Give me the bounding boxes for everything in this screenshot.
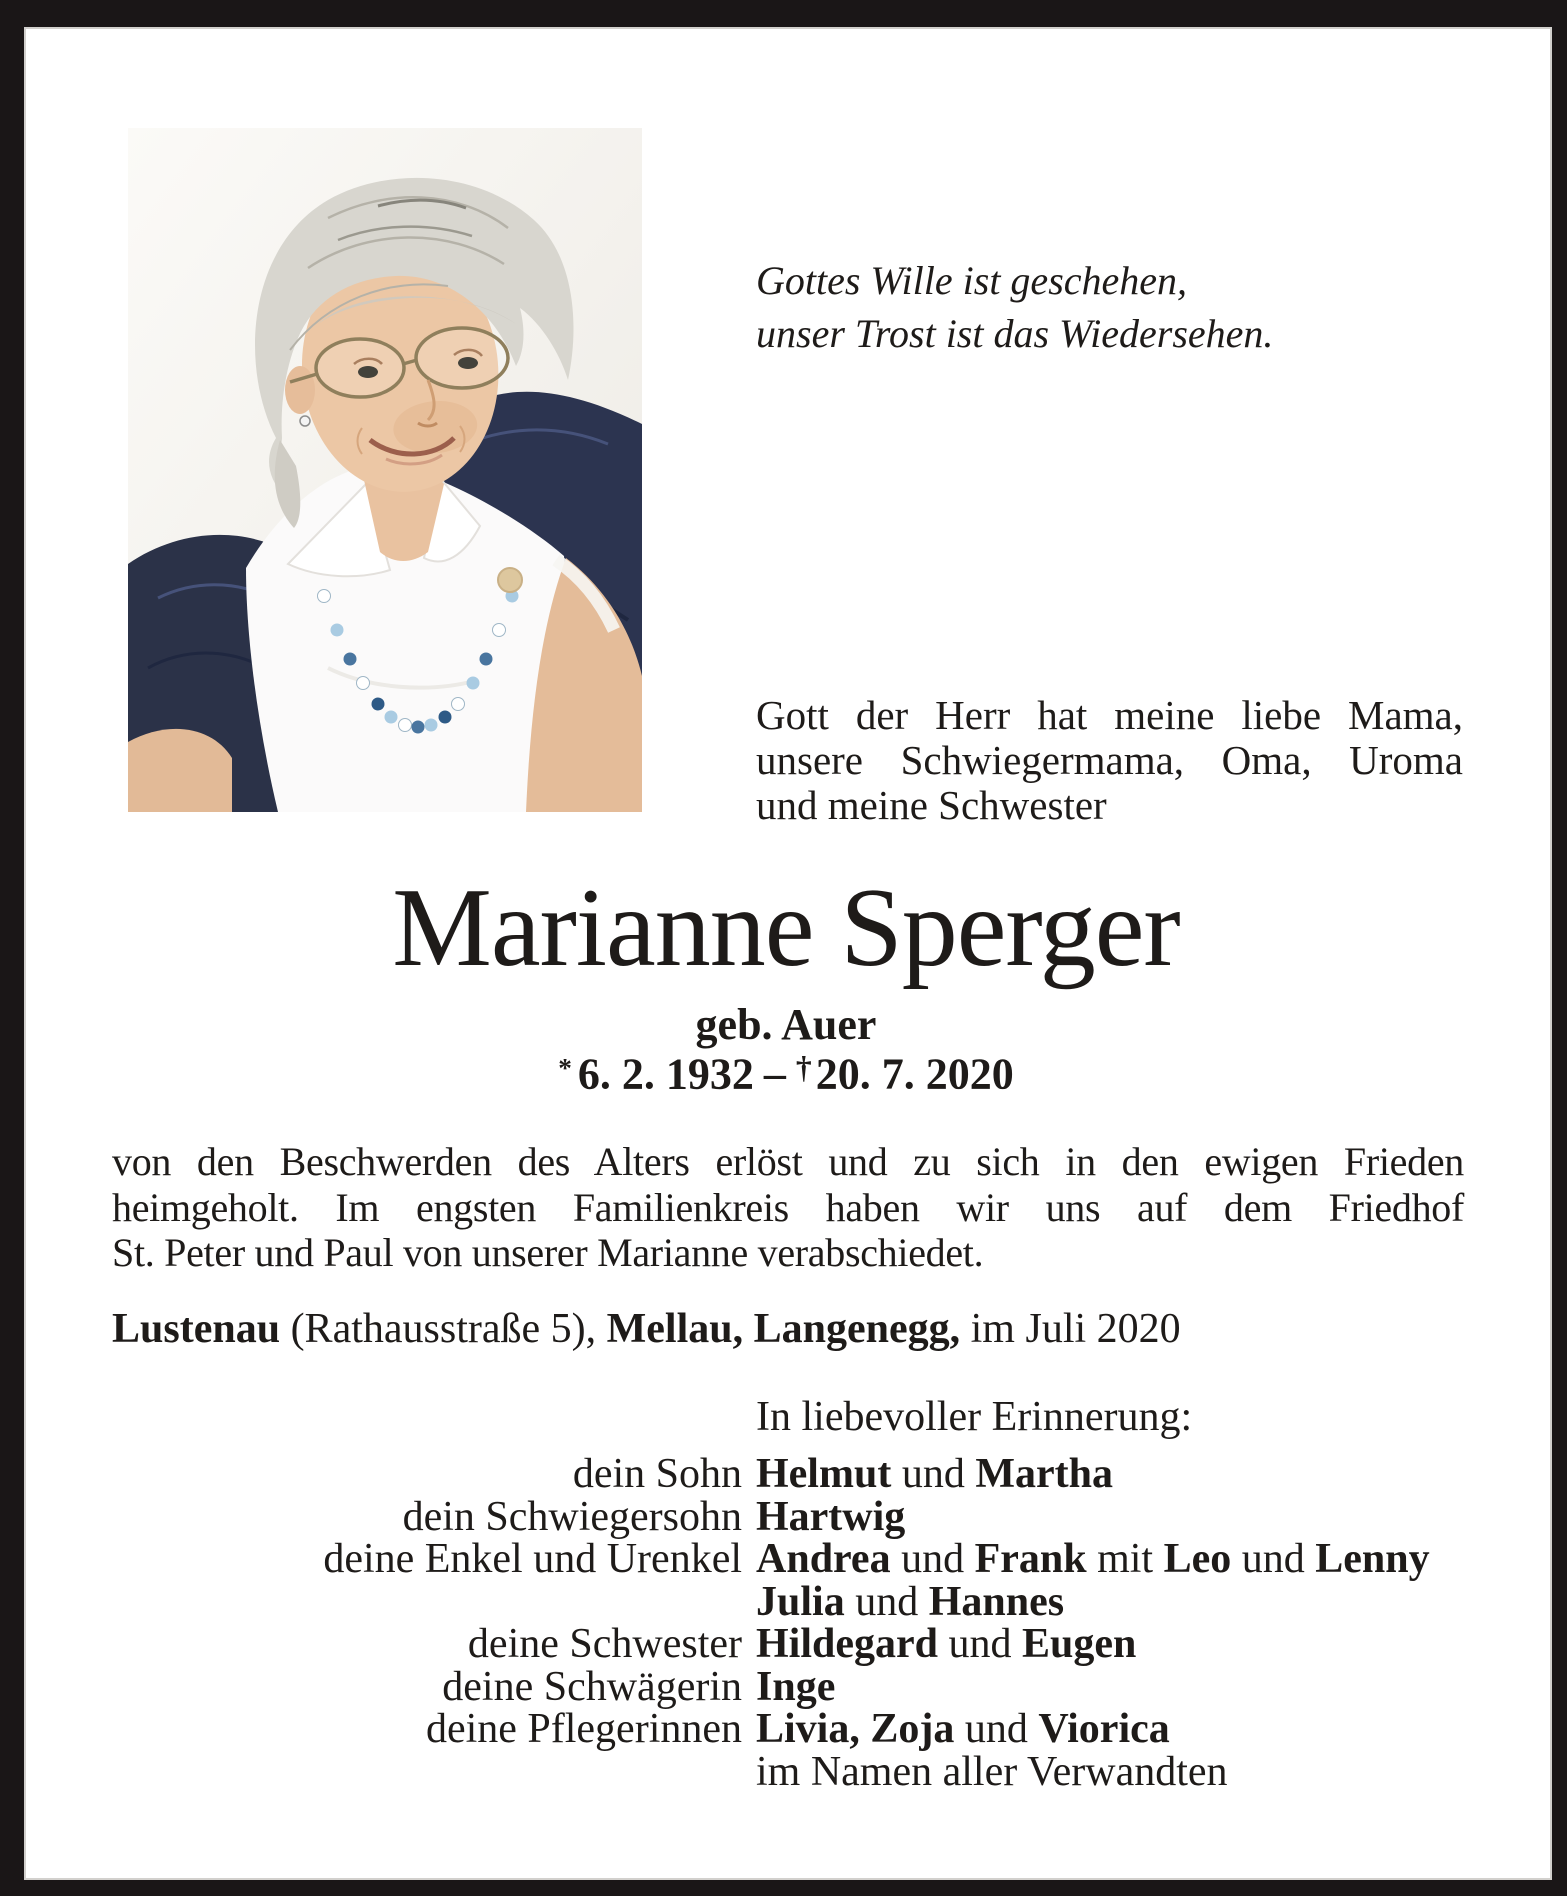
birth-name: geb. Auer [695,1000,877,1049]
text-segment: Mellau, Langenegg, [606,1306,961,1352]
text-segment: Andrea [756,1536,891,1582]
relative-names [756,1708,1464,1751]
text-segment: Hildegard [756,1621,939,1667]
relative-names [756,1453,1464,1496]
text-line: unsere Schwiegermama, Oma, Uroma [756,737,1463,783]
memorial-row [112,1623,1464,1666]
text-segment: Lenny [1315,1536,1430,1582]
announcement-text [112,1139,1464,1276]
hand [128,729,232,812]
text-segment: Helmut [756,1451,892,1497]
relation-label: deine Schwester [467,1621,742,1667]
text-segment: Viorica [1038,1706,1170,1752]
deceased-name: Marianne Sperger [392,866,1180,990]
text-segment: Martha [975,1451,1113,1497]
life-dates [60,1044,1512,1098]
relation-label: deine Schwägerin [442,1663,742,1710]
relative-names [756,1578,1464,1625]
text-segment: Lustenau [112,1306,281,1352]
memorial-list [112,1394,1464,1793]
text-line: unser Trost ist das Wiedersehen. [756,311,1274,356]
places-line [112,1306,1464,1352]
text-segment: Frank [974,1536,1087,1582]
memorial-row [112,1493,1464,1540]
text-line: von den Beschwerden des Alters erlöst und zu sich in den ewigen Frieden [112,1139,1464,1184]
text-segment: Hannes [928,1578,1065,1625]
opening-verse [756,254,1456,360]
text-segment: mit [1086,1536,1164,1582]
text-segment: Eugen [1022,1621,1137,1667]
memorial-row [112,1663,1464,1710]
memorial-closing: im Namen aller Verwandten [756,1748,1228,1795]
memorial-row [112,1708,1464,1751]
text-segment: und [954,1706,1039,1752]
memorial-rows [112,1453,1464,1751]
died-dagger-symbol: † [795,1050,812,1086]
text-segment: Julia [756,1578,845,1625]
memorial-heading: In liebevoller Erinnerung: [756,1394,1193,1440]
text-segment: Inge [756,1663,836,1710]
text-segment: und [844,1578,929,1625]
relation-label: deine Pflegerinnen [425,1706,742,1752]
relative-names [756,1538,1464,1581]
relation-label: deine Enkel und Urenkel [323,1536,742,1582]
born-star-symbol: * [558,1053,572,1083]
relation-label: dein Sohn [572,1451,742,1497]
text-segment: und [891,1451,976,1497]
text-segment: Hartwig [756,1493,906,1540]
text-line: St. Peter und Paul von unserer Marianne verabschiedet. [112,1230,984,1275]
text-segment: im Juli 2020 [960,1306,1181,1352]
text-line: heimgeholt. Im engsten Familienkreis haben wir uns auf dem Friedhof [112,1184,1464,1230]
memorial-row [112,1578,1464,1625]
relative-names [756,1623,1464,1666]
relation-label: dein Schwiegersohn [402,1493,742,1540]
portrait-photo [128,128,642,812]
text-segment: und [1231,1536,1316,1582]
memorial-row [112,1453,1464,1496]
text-line: und meine Schwester [756,782,1107,828]
text-line: Gottes Wille ist geschehen, [756,258,1188,303]
portrait-illustration [128,128,642,812]
text-segment: und [938,1621,1023,1667]
dates-dash: – [763,1049,786,1099]
text-segment: Livia, Zoja [756,1706,955,1752]
text-line: Gott der Herr hat meine liebe Mama, [756,692,1463,738]
text-segment: und [890,1536,975,1582]
relative-names [756,1663,1464,1710]
text-segment: (Rathausstraße 5), [280,1306,607,1352]
relation-label [112,1581,756,1624]
death-date: 20. 7. 2020 [815,1049,1014,1099]
introduction-text [756,693,1463,828]
text-segment: Leo [1163,1536,1232,1582]
memorial-row [112,1538,1464,1581]
relative-names [756,1493,1464,1540]
birth-date: 6. 2. 1932 [577,1049,754,1099]
